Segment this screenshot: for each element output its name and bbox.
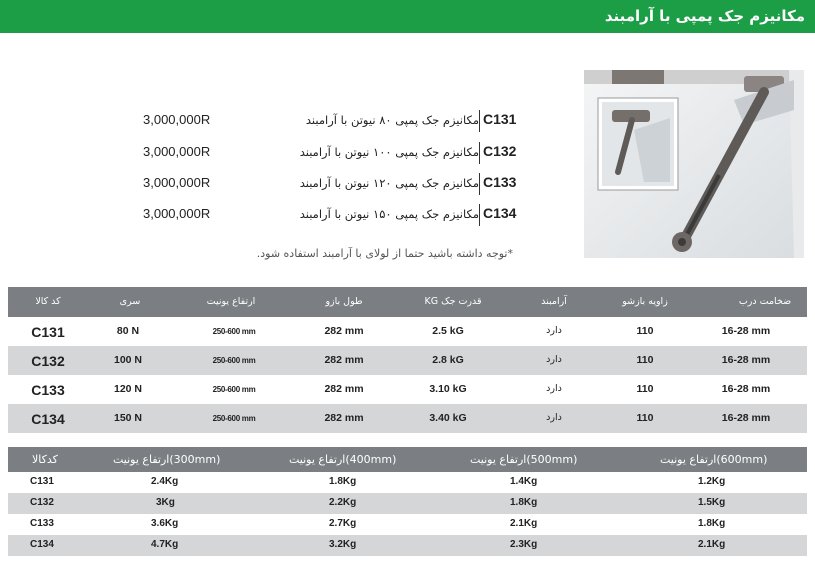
- cell-damper: دارد: [546, 325, 562, 336]
- cell-thickness: 16-28 mm: [721, 325, 771, 337]
- product-name: مکانیزم جک پمپی ۱۵۰ نیوتن با آرامبند: [299, 207, 479, 221]
- header-door-thickness: ضخامت درب: [738, 296, 792, 307]
- gas-lift-illustration: [584, 70, 804, 258]
- header-code: کدکالا: [32, 453, 58, 466]
- cell-angle: 110: [636, 325, 654, 337]
- header-opening-angle: زاویه بازشو: [622, 296, 668, 307]
- product-price: 3,000,000R: [143, 206, 211, 221]
- header-h600: ارتفاع یونیت(600mm): [660, 453, 768, 466]
- header-h300: ارتفاع یونیت(300mm): [113, 453, 221, 466]
- usage-note: *توجه داشته باشید حتما از لولای با آرامبند استفاده شود.: [256, 247, 513, 260]
- table-row: [8, 346, 807, 375]
- table-row: [8, 472, 807, 493]
- cell-height: 250-600 mm: [212, 385, 256, 394]
- cell-h300: 3.6Kg: [151, 518, 179, 529]
- header-jack-force: قدرت جک KG: [424, 296, 482, 307]
- cell-h600: 1.8Kg: [698, 518, 726, 529]
- cell-code: C134: [30, 539, 54, 550]
- product-name: مکانیزم جک پمپی ۱۰۰ نیوتن با آرامبند: [299, 145, 479, 159]
- header-damper: آرامبند: [541, 296, 567, 307]
- cell-thickness: 16-28 mm: [721, 383, 771, 395]
- cell-h500: 2.1Kg: [510, 518, 538, 529]
- cell-h300: 2.4Kg: [151, 476, 179, 487]
- cell-h600: 2.1Kg: [698, 539, 726, 550]
- code-divider: [479, 173, 480, 195]
- cell-angle: 110: [636, 383, 654, 395]
- table-row: [8, 535, 807, 556]
- cell-force: 2.8 kG: [432, 354, 464, 366]
- cell-h400: 3.2Kg: [329, 539, 357, 550]
- cell-h400: 2.2Kg: [329, 497, 357, 508]
- cell-height: 250-600 mm: [212, 414, 256, 423]
- cell-code: C132: [31, 353, 65, 369]
- cell-arm: 282 mm: [324, 383, 364, 395]
- cell-angle: 110: [636, 354, 654, 366]
- table-row: [8, 317, 807, 346]
- product-code: C132: [483, 143, 517, 159]
- header-bar: [0, 0, 815, 33]
- cell-h300: 4.7Kg: [151, 539, 179, 550]
- product-name: مکانیزم جک پمپی ۱۲۰ نیوتن با آرامبند: [299, 176, 479, 190]
- product-photo: [584, 70, 804, 258]
- cell-code: C131: [30, 476, 54, 487]
- cell-damper: دارد: [546, 383, 562, 394]
- product-price: 3,000,000R: [143, 144, 211, 159]
- cell-height: 250-600 mm: [212, 356, 256, 365]
- cell-thickness: 16-28 mm: [721, 412, 771, 424]
- spec-table: [8, 287, 807, 433]
- cell-force: 3.40 kG: [429, 412, 467, 424]
- cell-code: C132: [30, 497, 54, 508]
- table-row: [8, 493, 807, 514]
- cell-damper: دارد: [546, 412, 562, 423]
- cell-damper: دارد: [546, 354, 562, 365]
- cell-force: 2.5 kG: [432, 325, 464, 337]
- product-price: 3,000,000R: [143, 112, 211, 127]
- header-unit-height: ارتفاع یونیت: [206, 296, 256, 307]
- table-row: [8, 404, 807, 433]
- weight-table: [8, 447, 807, 556]
- cell-h500: 2.3Kg: [510, 539, 538, 550]
- cell-h600: 1.2Kg: [698, 476, 726, 487]
- cell-height: 250-600 mm: [212, 327, 256, 336]
- cell-h400: 1.8Kg: [329, 476, 357, 487]
- cell-arm: 282 mm: [324, 325, 364, 337]
- cell-h400: 2.7Kg: [329, 518, 357, 529]
- cell-code: C131: [31, 324, 65, 340]
- cell-thickness: 16-28 mm: [721, 354, 771, 366]
- header-h400: ارتفاع یونیت(400mm): [289, 453, 397, 466]
- weight-table-header: [8, 447, 807, 472]
- cell-angle: 110: [636, 412, 654, 424]
- product-price: 3,000,000R: [143, 175, 211, 190]
- spec-table-header: [8, 287, 807, 317]
- cell-h600: 1.5Kg: [698, 497, 726, 508]
- header-product-code: کد کالا: [35, 296, 61, 307]
- cell-arm: 282 mm: [324, 412, 364, 424]
- cell-code: C133: [30, 518, 54, 529]
- cell-series: 100 N: [113, 354, 143, 366]
- cell-code: C133: [31, 382, 65, 398]
- product-code: C134: [483, 205, 517, 221]
- cell-force: 3.10 kG: [429, 383, 467, 395]
- product-code: C131: [483, 111, 517, 127]
- product-name: مکانیزم جک پمپی ۸۰ نیوتن با آرامبند: [305, 113, 479, 127]
- header-arm-length: طول بازو: [325, 296, 363, 307]
- cell-arm: 282 mm: [324, 354, 364, 366]
- cell-code: C134: [31, 411, 65, 427]
- cell-series: 150 N: [113, 412, 143, 424]
- code-divider: [479, 142, 480, 164]
- header-series: سری: [119, 296, 141, 307]
- header-h500: ارتفاع یونیت(500mm): [470, 453, 578, 466]
- cell-h300: 3Kg: [156, 497, 175, 508]
- code-divider: [479, 110, 480, 132]
- code-divider: [479, 204, 480, 226]
- cell-h500: 1.8Kg: [510, 497, 538, 508]
- cell-series: 80 N: [116, 325, 140, 337]
- page-title: مکانیزم جک پمپی با آرامبند: [604, 7, 805, 25]
- table-row: [8, 375, 807, 404]
- table-row: [8, 514, 807, 535]
- product-code: C133: [483, 174, 517, 190]
- cell-h500: 1.4Kg: [510, 476, 538, 487]
- cell-series: 120 N: [113, 383, 143, 395]
